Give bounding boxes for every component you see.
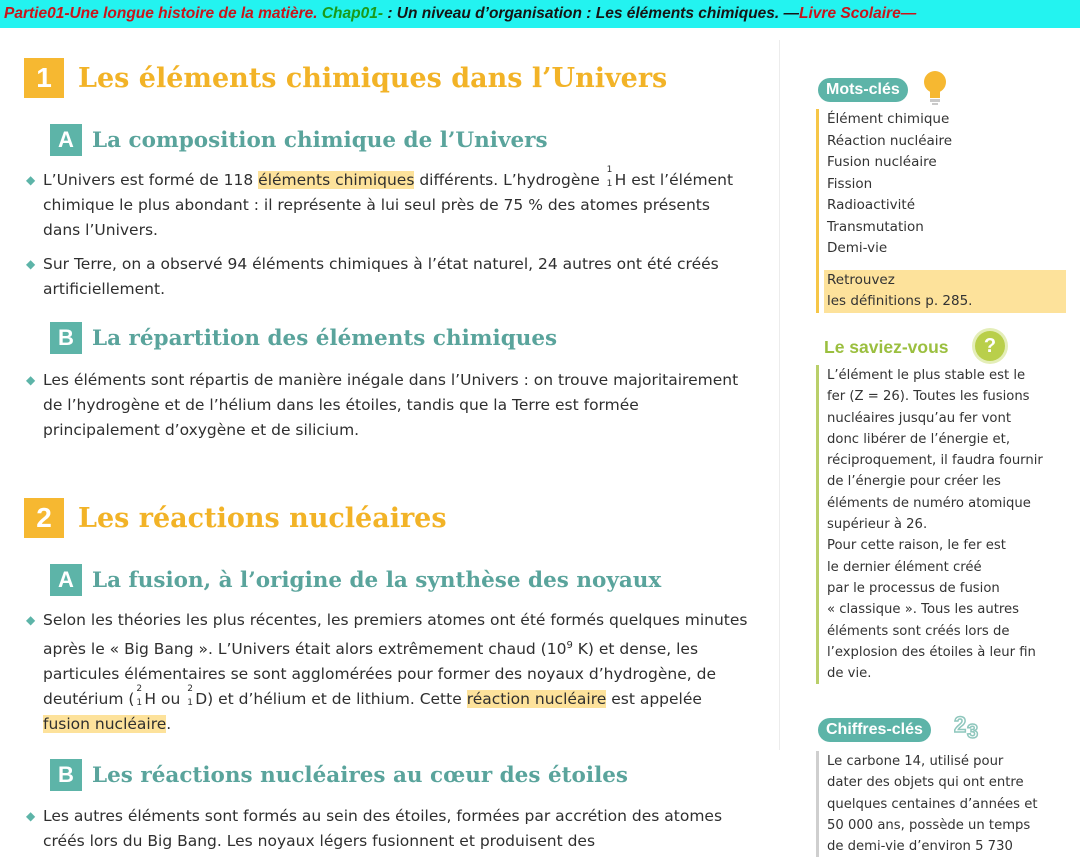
mots-cles-list <box>816 109 1066 313</box>
retrouvez-line-2: les définitions p. 285. <box>827 293 973 309</box>
retrouvez-link-box <box>824 270 1066 313</box>
paragraph-text: Les autres éléments sont formés au sein des étoiles, formées par accrétion des atomes créés lors du Big Bang. Les noyaux légers fusionnent et produisent des <box>43 807 723 850</box>
chiffres-line: dater des objets qui ont entre <box>827 775 1024 791</box>
keyword-item: Fusion nucléaire <box>827 154 937 170</box>
keyword-item: Demi-vie <box>827 240 888 256</box>
saviez-line: éléments de numéro atomique <box>827 495 1031 511</box>
paragraph-2a-1 <box>26 608 750 737</box>
chiffres-line: 50 000 ans, possède un temps <box>827 817 1031 833</box>
keyword-item: Radioactivité <box>827 197 916 213</box>
keyword-item: Réaction nucléaire <box>827 132 953 149</box>
highlight-elements-chimiques: éléments chimiques <box>258 171 415 189</box>
header-partie: Partie01 <box>4 5 65 22</box>
question-mark-icon: ? <box>975 331 1005 361</box>
chiffres-line: Le carbone 14, utilisé pour <box>827 754 1004 769</box>
section-1b-heading: La répartition des éléments chimiques <box>92 325 558 351</box>
section-2-title <box>24 498 447 538</box>
saviez-line: l’explosion des étoiles à leur fin <box>827 644 1036 660</box>
main-content <box>0 28 780 861</box>
svg-text:3: 3 <box>967 721 979 743</box>
text-run: K) et dense, les particules élémentaires se sont agglomérées pour former des noyaux d’hydrogène, de deutérium ( <box>43 640 716 708</box>
element-symbol: D <box>195 690 208 708</box>
highlight-reaction-nucleaire: réaction nucléaire <box>466 690 607 708</box>
paragraph-2b-1 <box>26 804 750 854</box>
paragraph-text: Les éléments sont répartis de manière inégale dans l’Univers : on trouve majoritairement de l’hydrogène et de l’hélium dans les étoiles, tandis que la Terre est formée principalement d’oxygène et de silicium. <box>43 371 739 439</box>
header-partie-title: -Une longue histoire de la matière. <box>64 5 322 22</box>
highlight-fusion-nucleaire: fusion nucléaire <box>43 715 167 733</box>
text-run: est l’élément chimique le plus abondant : il représente à lui seul près de 75 % des atomes présents dans l’Univers. <box>43 171 734 239</box>
text-run: différents. L’hydrogène <box>414 171 605 189</box>
header-book: Livre Scolaire— <box>799 5 917 22</box>
diamond-bullet-icon: ◆ <box>26 173 36 187</box>
lightbulb-icon <box>922 70 948 106</box>
section-1-title <box>24 58 667 98</box>
numbers-icon <box>952 708 988 744</box>
header-chap-title: : Un niveau d’organisation : Les éléments chimiques. — <box>383 5 800 22</box>
section-2a-letter: A <box>50 564 82 596</box>
saviez-line: Pour cette raison, le fer est <box>827 538 1006 554</box>
saviez-line: le dernier élément créé <box>827 559 982 575</box>
chiffres-line: quelques centaines d’années et <box>827 796 1038 812</box>
text-run: ) et d’hélium et de lithium. Cette <box>207 690 467 708</box>
section-2-heading: Les réactions nucléaires <box>78 502 447 534</box>
diamond-bullet-icon: ◆ <box>26 257 36 271</box>
diamond-bullet-icon: ◆ <box>26 373 36 387</box>
keyword-item: Transmutation <box>827 218 924 235</box>
section-2a-heading: La fusion, à l’origine de la synthèse des noyaux <box>92 567 662 593</box>
nuclide-notation <box>134 684 144 708</box>
section-2b-title <box>50 759 628 791</box>
element-symbol: H <box>144 690 157 708</box>
saviez-line: « classique ». Tous les autres <box>827 602 1020 618</box>
text-run: Selon les théories les plus récentes, les premiers atomes ont été formés quelques minutes après le « Big Bang ». L’Univers était alors extrêmement chaud (10 <box>43 611 748 658</box>
mots-cles-badge: Mots-clés <box>818 78 908 102</box>
saviez-line: de l’énergie pour créer les <box>827 474 1001 490</box>
mass-number: 1 <box>606 165 613 175</box>
chiffres-cles-badge: Chiffres-clés <box>818 718 931 742</box>
paragraph-text: Sur Terre, on a observé 94 éléments chimiques à l’état naturel, 24 autres ont été créés artificiellement. <box>43 255 719 298</box>
section-2b-heading: Les réactions nucléaires au cœur des étoiles <box>92 762 629 788</box>
saviez-line: supérieur à 26. <box>827 517 928 533</box>
diamond-bullet-icon: ◆ <box>26 613 36 627</box>
atomic-number: 1 <box>187 698 193 708</box>
text-run: est appelée <box>606 690 702 708</box>
saviez-line: donc libérer de l’énergie et, <box>827 431 1011 447</box>
section-1-heading: Les éléments chimiques dans l’Univers <box>78 62 668 94</box>
section-1a-heading: La composition chimique de l’Univers <box>92 127 548 153</box>
saviez-vous-title: Le saviez-vous <box>824 337 949 357</box>
saviez-line: L’élément le plus stable est le <box>827 368 1026 383</box>
chiffres-line: de demi-vie d’environ 5 730 <box>827 839 1013 855</box>
section-2a-title <box>50 564 661 596</box>
nuclide-notation <box>605 165 615 189</box>
keyword-item: Fission <box>827 175 873 192</box>
sidebar <box>780 28 1080 861</box>
paragraph-1b-1 <box>26 368 750 443</box>
section-1b-letter: B <box>50 322 82 354</box>
section-1a-letter: A <box>50 124 82 156</box>
saviez-line: de vie. <box>827 666 872 682</box>
atomic-number: 1 <box>136 698 143 708</box>
chiffres-cles-box <box>816 751 1076 857</box>
section-1a-title <box>50 124 548 156</box>
paragraph-1a-1 <box>26 165 750 243</box>
keyword-item: Élément chimique <box>827 111 950 127</box>
nuclide-notation <box>185 684 195 708</box>
saviez-line: par le processus de fusion <box>827 580 1000 596</box>
section-2-number: 2 <box>24 498 64 538</box>
diamond-bullet-icon: ◆ <box>26 809 36 823</box>
header-chap: Chap01- <box>321 5 384 22</box>
text-run: ou <box>156 690 186 708</box>
paragraph-1a-2 <box>26 252 750 302</box>
element-symbol: H <box>614 171 627 189</box>
saviez-line: réciproquement, il faudra fournir <box>827 453 1043 469</box>
exponent: 9 <box>566 640 573 651</box>
mass-number: 2 <box>136 684 143 694</box>
saviez-vous-box <box>816 365 1076 684</box>
saviez-line: nucléaires jusqu’au fer vont <box>827 410 1012 426</box>
text-run: L’Univers est formé de 118 <box>43 171 259 189</box>
saviez-line: éléments sont créés lors de <box>827 623 1010 639</box>
svg-text:2: 2 <box>954 712 967 737</box>
section-2b-letter: B <box>50 759 82 791</box>
saviez-line: fer (Z = 26). Toutes les fusions <box>827 389 1030 405</box>
section-1b-title <box>50 322 557 354</box>
mass-number: 2 <box>187 684 193 694</box>
retrouvez-line-1: Retrouvez <box>827 271 895 288</box>
text-run: . <box>166 715 172 733</box>
section-1-number: 1 <box>24 58 64 98</box>
header-bar <box>0 0 1080 28</box>
atomic-number: 1 <box>606 179 613 189</box>
